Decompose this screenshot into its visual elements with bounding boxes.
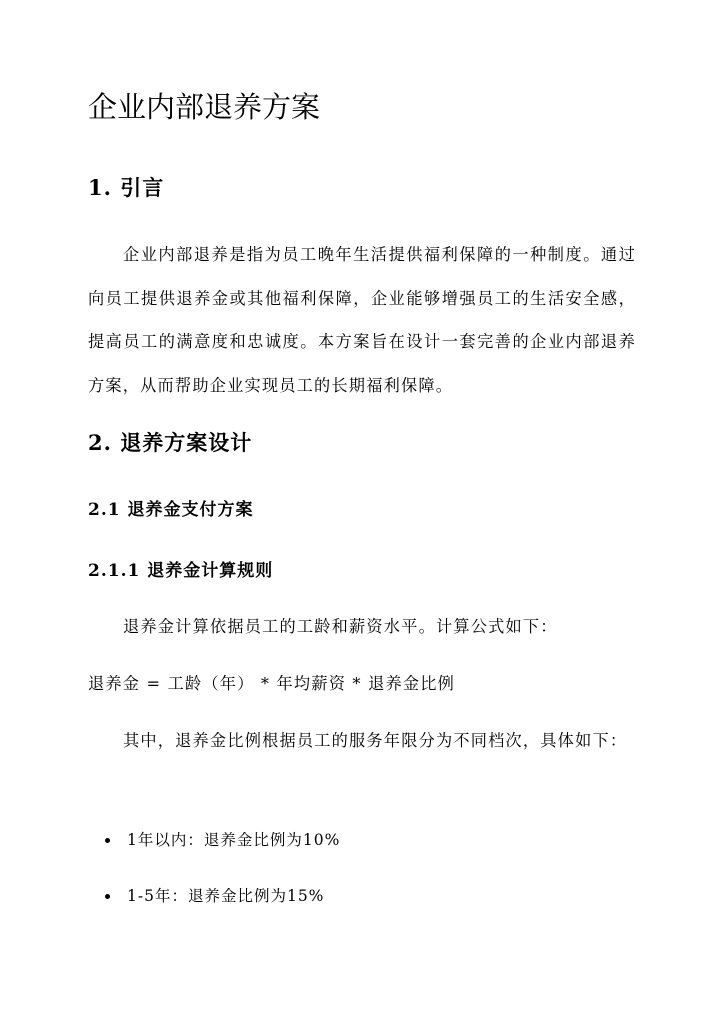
document-title: 企业内部退养方案 — [88, 90, 321, 124]
calculation-intro-text: 退养金计算依据员工的工龄和薪资水平。计算公式如下： — [123, 617, 558, 636]
section-heading-plan-design: 2. 退养方案设计 — [88, 430, 253, 455]
bullet-item-under-1-year — [105, 827, 340, 853]
subsection-heading-payment-plan: 2.1 退养金支付方案 — [88, 500, 254, 520]
bullet-dot-icon — [105, 894, 110, 899]
bullet-dot-icon — [105, 838, 110, 843]
bullet-item-label: 1年以内：退养金比例为10% — [127, 831, 341, 849]
subsubsection-heading-calculation-rules: 2.1.1 退养金计算规则 — [88, 561, 274, 581]
ratio-explanation-paragraph: 其中，退养金比例根据员工的服务年限分为不同档次，具体如下： — [123, 731, 628, 750]
introduction-paragraph: 企业内部退养是指为员工晚年生活提供福利保障的一种制度。通过向员工提供退养金或其他福利保障，企业能够增强员工的生活安全感，提高员工的满意度和忠诚度。本方案旨在设计一套完善的企业内部退养方案，从而帮助企业实现员工的长期福利保障。 — [88, 245, 636, 395]
bullet-item-label: 1-5年：退养金比例为15% — [127, 887, 325, 905]
bullet-item-1-to-5-years — [105, 883, 324, 909]
section-heading-introduction: 1. 引言 — [88, 175, 165, 200]
calculation-formula: 退养金 = 工龄（年） * 年均薪资 * 退养金比例 — [88, 674, 456, 693]
